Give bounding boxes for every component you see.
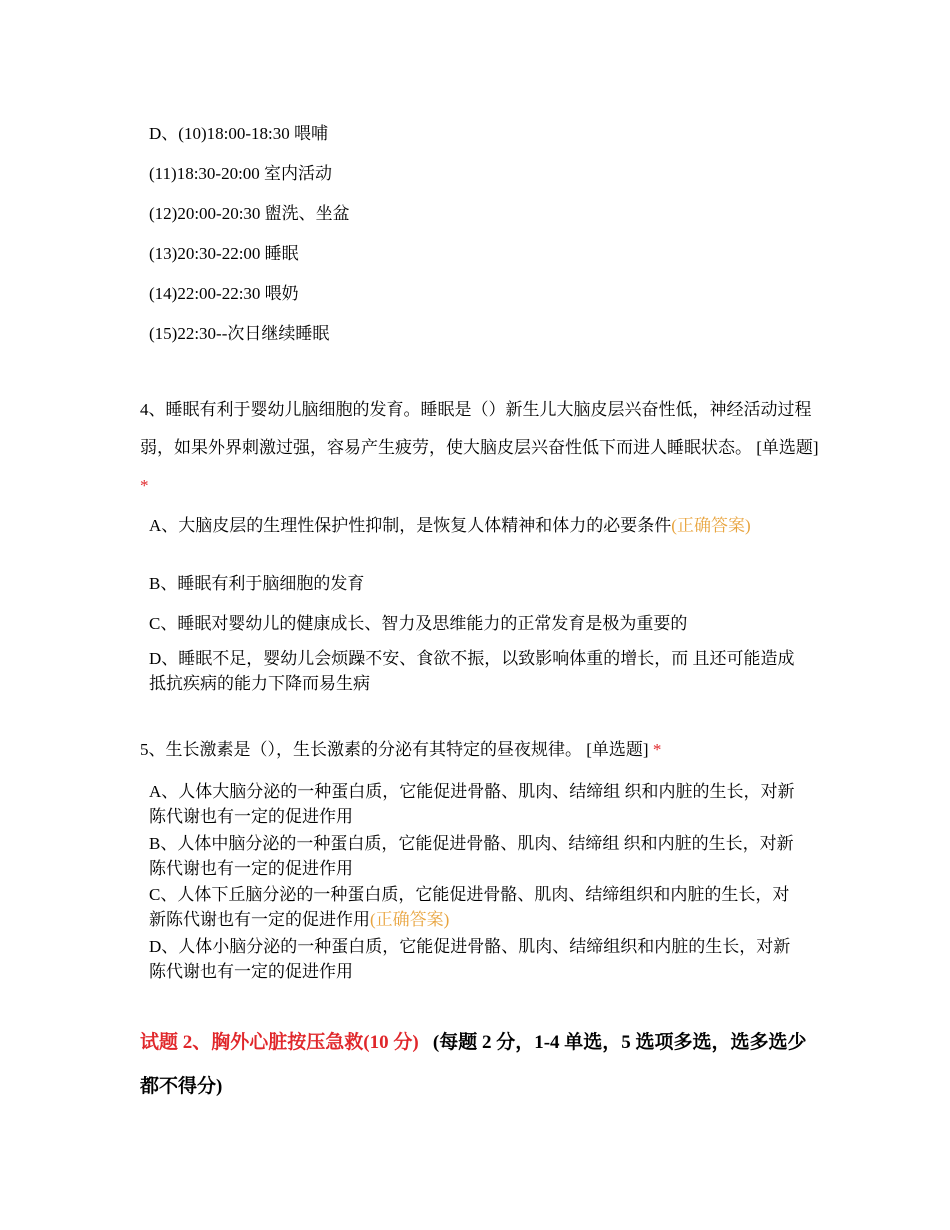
option-text: B、睡眠有利于脑细胞的发育 bbox=[149, 574, 365, 593]
question-type-tag: [单选题] bbox=[756, 438, 819, 457]
question-type-tag: [单选题] bbox=[586, 740, 649, 759]
schedule-option-d: D、(10)18:00-18:30 喂哺 bbox=[149, 124, 328, 143]
option-text: C、睡眠对婴幼儿的健康成长、智力及思维能力的正常发育是极为重要的 bbox=[149, 614, 688, 633]
required-mark: * bbox=[140, 476, 149, 495]
option-text: A、大脑皮层的生理性保护性抑制，是恢复人体精神和体力的必要条件 bbox=[149, 516, 672, 535]
question-5-option-c[interactable] bbox=[149, 882, 799, 932]
question-4-text: 4、睡眠有利于婴幼儿脑细胞的发育。睡眠是（）新生儿大脑皮层兴奋性低，神经活动过程弱，如果外界刺激过强，容易产生疲劳，使大脑皮层兴奋性低下而进人睡眠状态。 bbox=[140, 400, 812, 457]
question-5-option-b[interactable] bbox=[149, 831, 799, 881]
section-2-title: 试题 2、胸外心脏按压急救(10 分) bbox=[140, 1032, 419, 1053]
section-2-scoring-note: (每题 2 分，1-4 单选，5 选项多选，选多选少都不得分) bbox=[140, 1032, 807, 1097]
option-text: A、人体大脑分泌的一种蛋白质，它能促进骨骼、肌肉、结缔组 织和内脏的生长，对新陈代谢也有一定的促进作用 bbox=[149, 782, 795, 826]
question-4-option-c[interactable] bbox=[149, 611, 799, 636]
correct-answer-label: (正确答案) bbox=[370, 910, 450, 929]
option-text: D、人体小脑分泌的一种蛋白质，它能促进骨骼、肌肉、结缔组织和内脏的生长，对新陈代谢也有一定的促进作用 bbox=[149, 937, 791, 981]
section-2-heading bbox=[140, 1021, 820, 1109]
schedule-item-14: (14)22:00-22:30 喂奶 bbox=[149, 284, 299, 303]
question-5-option-d[interactable] bbox=[149, 934, 799, 984]
question-4-option-a[interactable] bbox=[149, 513, 799, 538]
correct-answer-label: (正确答案) bbox=[671, 516, 751, 535]
question-4-option-b[interactable] bbox=[149, 571, 799, 596]
option-text: C、人体下丘脑分泌的一种蛋白质，它能促进骨骼、肌肉、结缔组织和内脏的生长，对新陈代谢也有一定的促进作用 bbox=[149, 885, 790, 929]
required-mark: * bbox=[652, 740, 662, 759]
schedule-item-13: (13)20:30-22:00 睡眠 bbox=[149, 244, 299, 263]
option-text: D、睡眠不足，婴幼儿会烦躁不安、食欲不振，以致影响体重的增长，而 且还可能造成抵抗疾病的能力下降而易生病 bbox=[149, 649, 795, 693]
option-text: B、人体中脑分泌的一种蛋白质，它能促进骨骼、肌肉、结缔组 织和内脏的生长，对新陈代谢也有一定的促进作用 bbox=[149, 834, 794, 878]
schedule-item-12: (12)20:00-20:30 盥洗、坐盆 bbox=[149, 204, 350, 223]
question-5-option-a[interactable] bbox=[149, 779, 799, 829]
schedule-item-11: (11)18:30-20:00 室内活动 bbox=[149, 164, 333, 183]
question-5 bbox=[140, 738, 661, 762]
schedule-item-15: (15)22:30--次日继续睡眠 bbox=[149, 324, 330, 343]
question-4-option-d[interactable] bbox=[149, 646, 799, 696]
question-4 bbox=[140, 391, 820, 505]
question-5-text: 5、生长激素是（），生长激素的分泌有其特定的昼夜规律。 bbox=[140, 740, 582, 759]
